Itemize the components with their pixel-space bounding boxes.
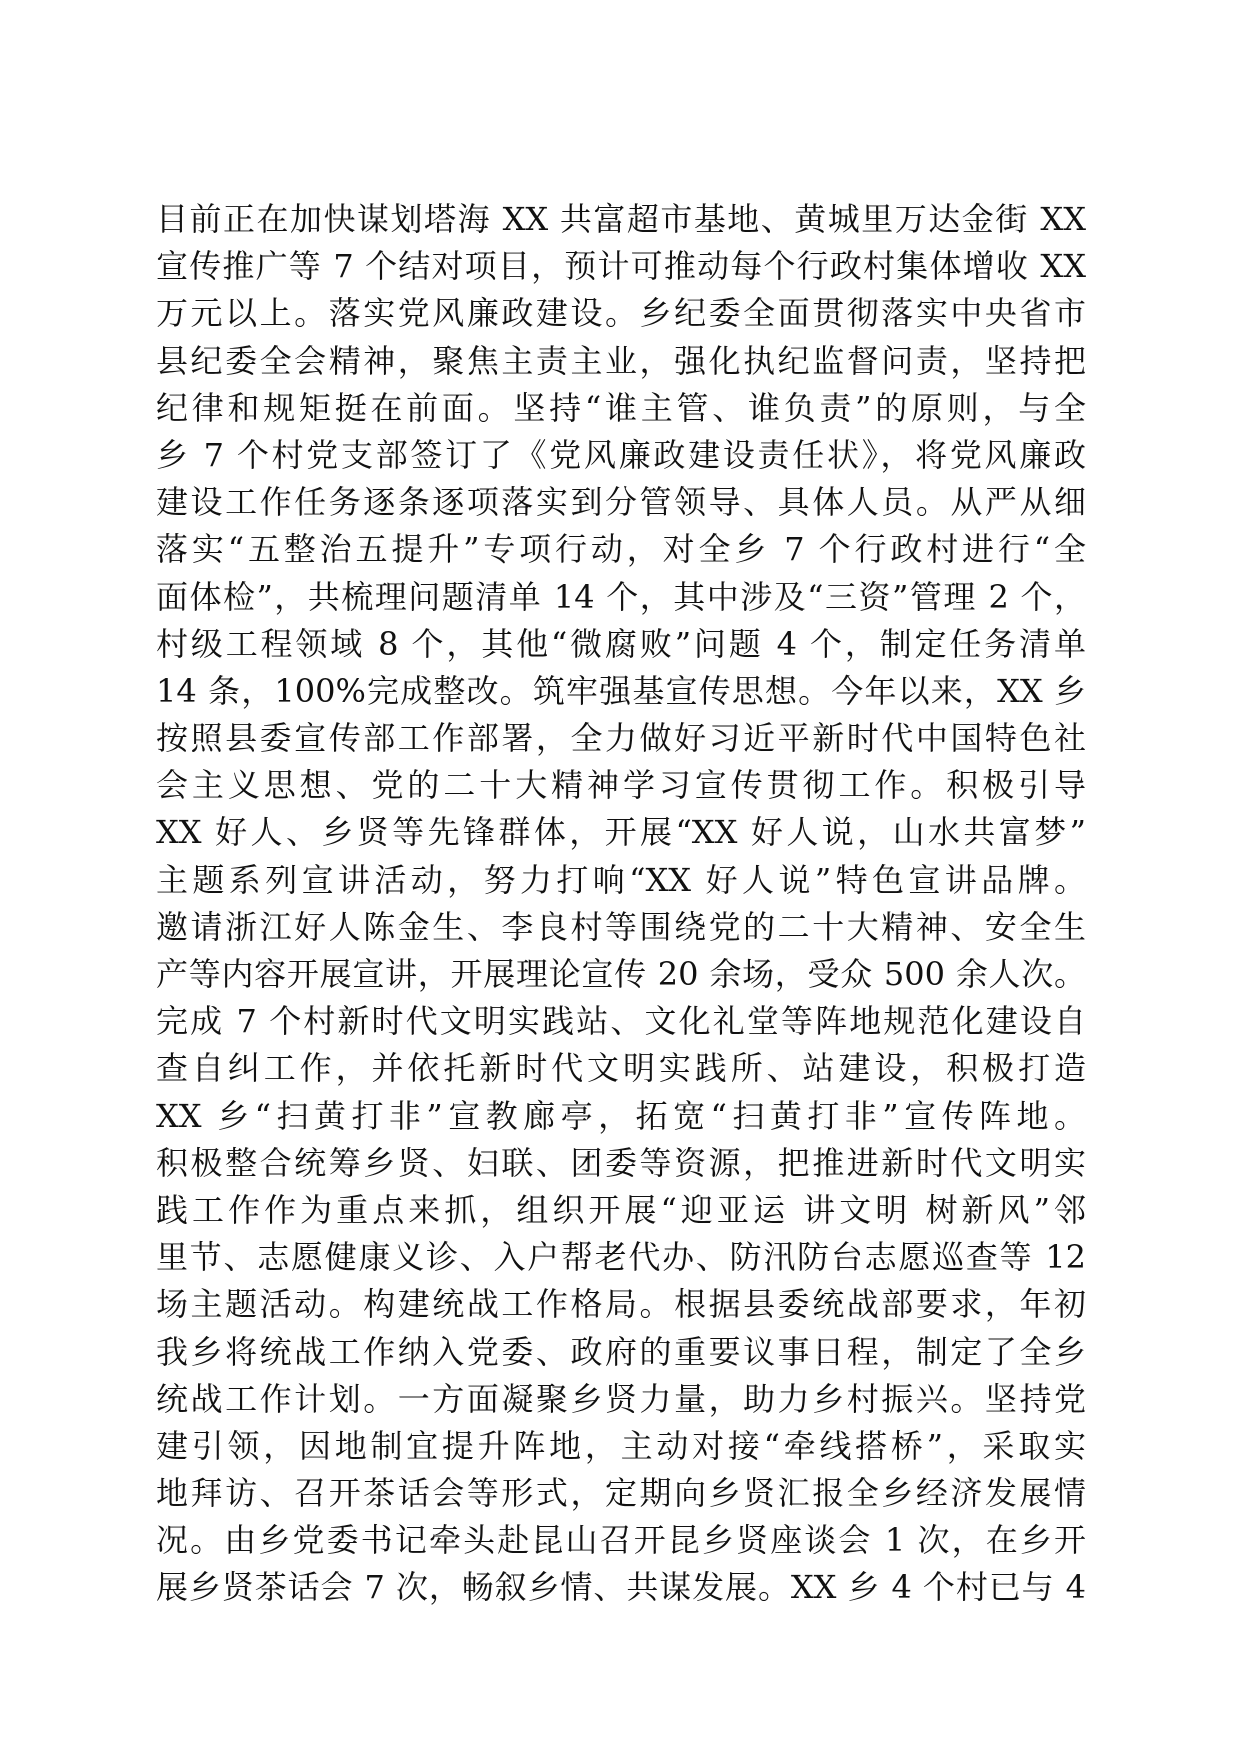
text-line: 展乡贤茶话会 7 次，畅叙乡情、共谋发展。XX 乡 4 个村已与 4 xyxy=(156,1568,1086,1607)
text-line: 完成 7 个村新时代文明实践站、文化礼堂等阵地规范化建设自 xyxy=(156,1002,1086,1041)
text-line: 会主义思想、党的二十大精神学习宣传贯彻工作。积极引导 xyxy=(156,766,1086,805)
text-line: 宣传推广等 7 个结对项目，预计可推动每个行政村集体增收 XX xyxy=(156,247,1086,286)
text-line: 按照县委宣传部工作部署，全力做好习近平新时代中国特色社 xyxy=(156,719,1086,758)
text-line: 落实“五整治五提升”专项行动，对全乡 7 个行政村进行“全 xyxy=(156,530,1086,569)
text-line: 建设工作任务逐条逐项落实到分管领导、具体人员。从严从细 xyxy=(156,483,1086,522)
text-line: 我乡将统战工作纳入党委、政府的重要议事日程，制定了全乡 xyxy=(156,1332,1086,1371)
text-line: 乡 7 个村党支部签订了《党风廉政建设责任状》，将党风廉政 xyxy=(156,435,1086,474)
text-line: 产等内容开展宣讲，开展理论宣传 20 余场，受众 500 余人次。 xyxy=(156,955,1086,993)
text-line: 积极整合统筹乡贤、妇联、团委等资源，把推进新时代文明实 xyxy=(156,1143,1086,1182)
text-line: 践工作作为重点来抓，组织开展“迎亚运 讲文明 树新风”邻 xyxy=(156,1190,1086,1229)
text-line: 地拜访、召开茶话会等形式，定期向乡贤汇报全乡经济发展情 xyxy=(156,1474,1086,1513)
text-line: XX 好人、乡贤等先锋群体，开展“XX 好人说，山水共富梦” xyxy=(156,813,1086,852)
text-line: 面体检”，共梳理问题清单 14 个，其中涉及“三资”管理 2 个， xyxy=(156,577,1086,616)
text-line: 县纪委全会精神，聚焦主责主业，强化执纪监督问责，坚持把 xyxy=(156,341,1086,380)
text-line: 万元以上。落实党风廉政建设。乡纪委全面贯彻落实中央省市 xyxy=(156,294,1086,333)
text-line: XX 乡“扫黄打非”宣教廊亭，拓宽“扫黄打非”宣传阵地。 xyxy=(156,1096,1086,1135)
text-line: 目前正在加快谋划塔海 XX 共富超市基地、黄城里万达金街 XX xyxy=(156,200,1086,238)
text-line: 村级工程领域 8 个，其他“微腐败”问题 4 个，制定任务清单 xyxy=(156,624,1086,663)
text-line: 统战工作计划。一方面凝聚乡贤力量，助力乡村振兴。坚持党 xyxy=(156,1379,1086,1418)
text-line: 况。由乡党委书记牵头赴昆山召开昆乡贤座谈会 1 次，在乡开 xyxy=(156,1521,1086,1560)
text-line: 主题系列宣讲活动，努力打响“XX 好人说”特色宣讲品牌。 xyxy=(156,860,1086,899)
text-line: 查自纠工作，并依托新时代文明实践所、站建设，积极打造 xyxy=(156,1049,1086,1088)
text-line: 纪律和规矩挺在前面。坚持“谁主管、谁负责”的原则，与全 xyxy=(156,388,1086,427)
text-line: 里节、志愿健康义诊、入户帮老代办、防汛防台志愿巡查等 12 xyxy=(156,1238,1086,1277)
text-line: 邀请浙江好人陈金生、李良村等围绕党的二十大精神、安全生 xyxy=(156,907,1086,946)
text-line: 14 条，100%完成整改。筑牢强基宣传思想。今年以来，XX 乡 xyxy=(156,671,1086,710)
text-line: 建引领，因地制宜提升阵地，主动对接“牵线搭桥”，采取实 xyxy=(156,1426,1086,1465)
text-line: 场主题活动。构建统战工作格局。根据县委统战部要求，年初 xyxy=(156,1285,1086,1324)
body-text xyxy=(156,196,1086,1612)
